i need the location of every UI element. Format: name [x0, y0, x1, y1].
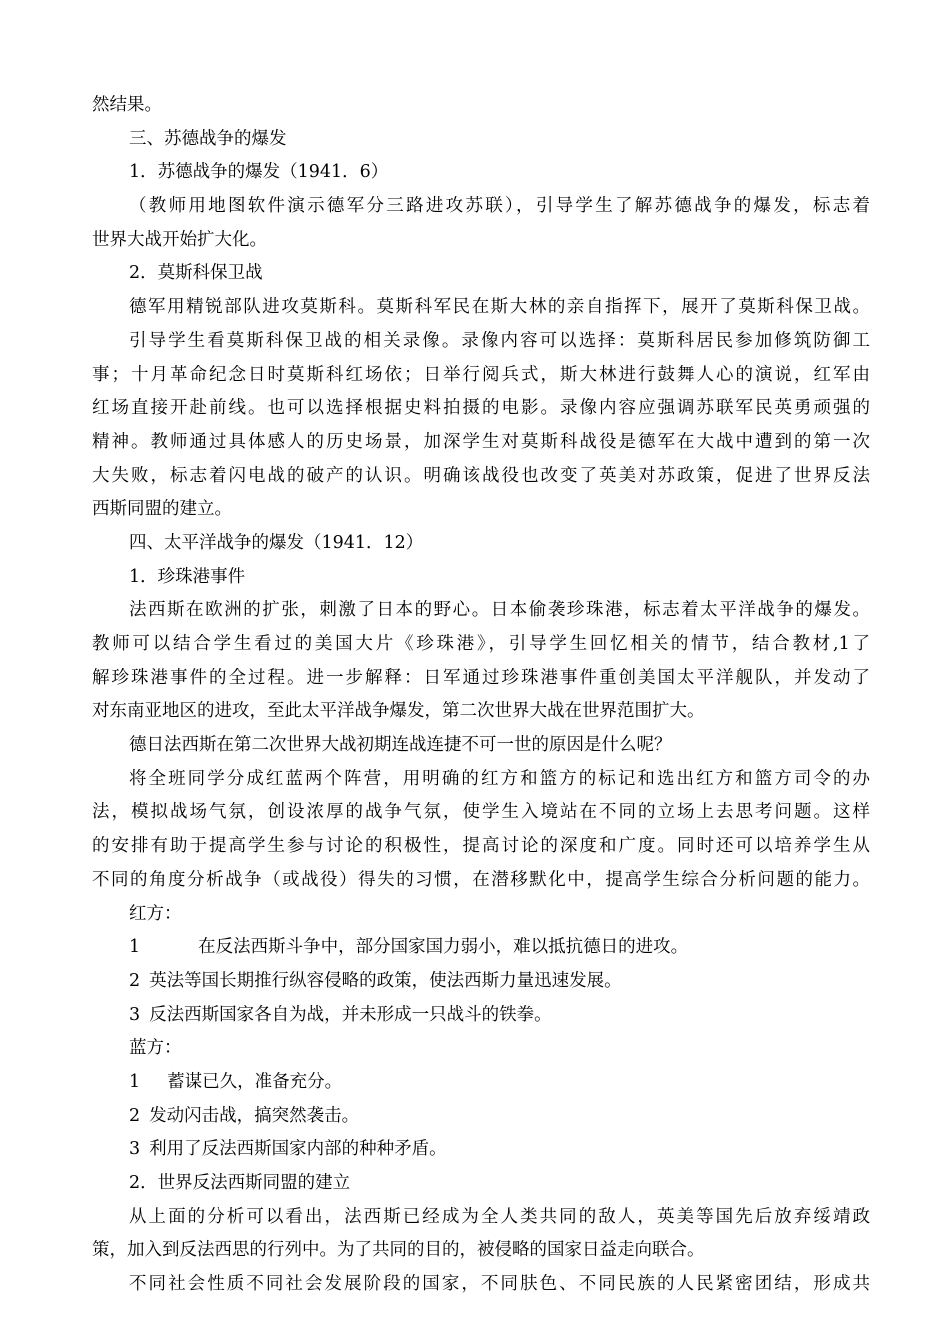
paragraph-line: 德军用精锐部队进攻莫斯科。莫斯科军民在斯大林的亲自指挥下，展开了莫斯科保卫战。: [129, 297, 870, 318]
list-item: [92, 1100, 870, 1134]
paragraph-line: 不同的角度分析战争（或战役）得失的习惯，在潜移默化中，提高学生综合分析问题的能力。: [92, 869, 870, 890]
paragraph-line: 从上面的分析可以看出，法西斯已经成为全人类共同的敌人，英美等国先后放弃绥靖政: [129, 1206, 870, 1227]
paragraph-line: 策，加入到反法西思的行列中。为了共同的目的，被侵略的国家日益走向联合。: [92, 1240, 705, 1261]
paragraph-line: 将全班同学分成红蓝两个阵营，用明确的红方和篮方的标记和选出红方和篮方司令的办: [129, 768, 870, 789]
list-item-text: 反法西斯国家各自为战，并未形成一只战斗的铁拳。: [149, 1004, 552, 1025]
paragraph-line: 事；十月革命纪念日时莫斯科红场依；日举行阅兵式，斯大林进行鼓舞人心的演说，红军由: [92, 364, 870, 385]
paragraph-line: 解珍珠港事件的全过程。进一步解释：日军通过珍珠港事件重创美国太平洋舰队，并发动了: [92, 667, 870, 688]
section-heading: 四、太平洋战争的爆发（1941．12）: [129, 532, 424, 553]
paragraph-line: 不同社会性质不同社会发展阶段的国家，不同肤色、不同民族的人民紧密团结，形成共: [129, 1274, 870, 1295]
paragraph-line: 对东南亚地区的进攻，至此太平洋战争爆发，第二次世界大战在世界范围扩大。: [92, 701, 705, 722]
list-number: 3: [129, 1139, 141, 1160]
subsection-heading: 1．珍珠港事件: [129, 566, 246, 587]
list-item-text: 利用了反法西斯国家内部的种种矛盾。: [149, 1139, 447, 1160]
list-number: 1: [129, 937, 141, 958]
list-item-text: 发动闪击战，搞突然袭击。: [149, 1105, 360, 1126]
subsection-heading: 2．世界反法西斯同盟的建立: [129, 1173, 351, 1193]
subsection-heading: 2．莫斯科保卫战: [129, 263, 263, 284]
list-heading-blue: 蓝方：: [129, 1038, 182, 1059]
list-item-text: 蓄谋已久，准备充分。: [167, 1071, 343, 1092]
paragraph-line: 然结果。: [92, 95, 162, 115]
list-item-text: 在反法西斯斗争中，部分国家国力弱小，难以抵抗德日的进攻。: [198, 937, 689, 958]
list-number: 3: [129, 1004, 141, 1025]
list-item: [92, 1066, 870, 1100]
paragraph-line: 西斯同盟的建立。: [92, 499, 232, 520]
section-heading: 三、苏德战争的爆发: [129, 128, 287, 149]
paragraph-line: 法西斯在欧洲的扩张，刺激了日本的野心。日本偷袭珍珠港，标志着太平洋战争的爆发。: [129, 600, 870, 621]
document-page: [92, 89, 870, 1302]
list-number: 2: [129, 1105, 141, 1126]
list-item: [92, 965, 870, 999]
list-item-text: 英法等国长期推行纵容侵略的政策，使法西斯力量迅速发展。: [149, 970, 622, 991]
list-heading-red: 红方：: [129, 903, 182, 924]
list-item: [92, 931, 870, 965]
paragraph-line: 精神。教师通过具体感人的历史场景，加深学生对莫斯科战役是德军在大战中遭到的第一次: [92, 431, 870, 452]
list-number: 2: [129, 970, 141, 991]
paragraph-line: 教师可以结合学生看过的美国大片《珍珠港》，引导学生回忆相关的情节，结合教材,1了: [92, 634, 870, 654]
paragraph-line: 德日法西斯在第二次世界大战初期连战连捷不可一世的原因是什么呢？: [129, 735, 672, 756]
paragraph-line: 红场直接开赴前线。也可以选择根据史料拍摄的电影。录像内容应强调苏联军民英勇顽强的: [92, 398, 870, 419]
paragraph-line: 大失败，标志着闪电战的破产的认识。明确该战役也改变了英美对苏政策，促进了世界反法: [92, 465, 870, 486]
list-item: [92, 999, 870, 1033]
paragraph-line: 的安排有助于提高学生参与讨论的积极性，提高讨论的深度和广度。同时还可以培养学生从: [92, 836, 870, 857]
list-item: [92, 1133, 870, 1167]
paragraph-line: （教师用地图软件演示德军分三路进攻苏联），引导学生了解苏德战争的爆发，标志着: [129, 196, 870, 217]
subsection-heading: 1．苏德战争的爆发（1941．6）: [129, 162, 389, 183]
paragraph-line: 法，模拟战场气氛，创设浓厚的战争气氛，使学生入境站在不同的立场上去思考问题。这样: [92, 802, 870, 823]
list-number: 1: [129, 1071, 141, 1092]
paragraph-line: 引导学生看莫斯科保卫战的相关录像。录像内容可以选择：莫斯科居民参加修筑防御工: [129, 330, 870, 351]
paragraph-line: 世界大战开始扩大化。: [92, 229, 267, 250]
